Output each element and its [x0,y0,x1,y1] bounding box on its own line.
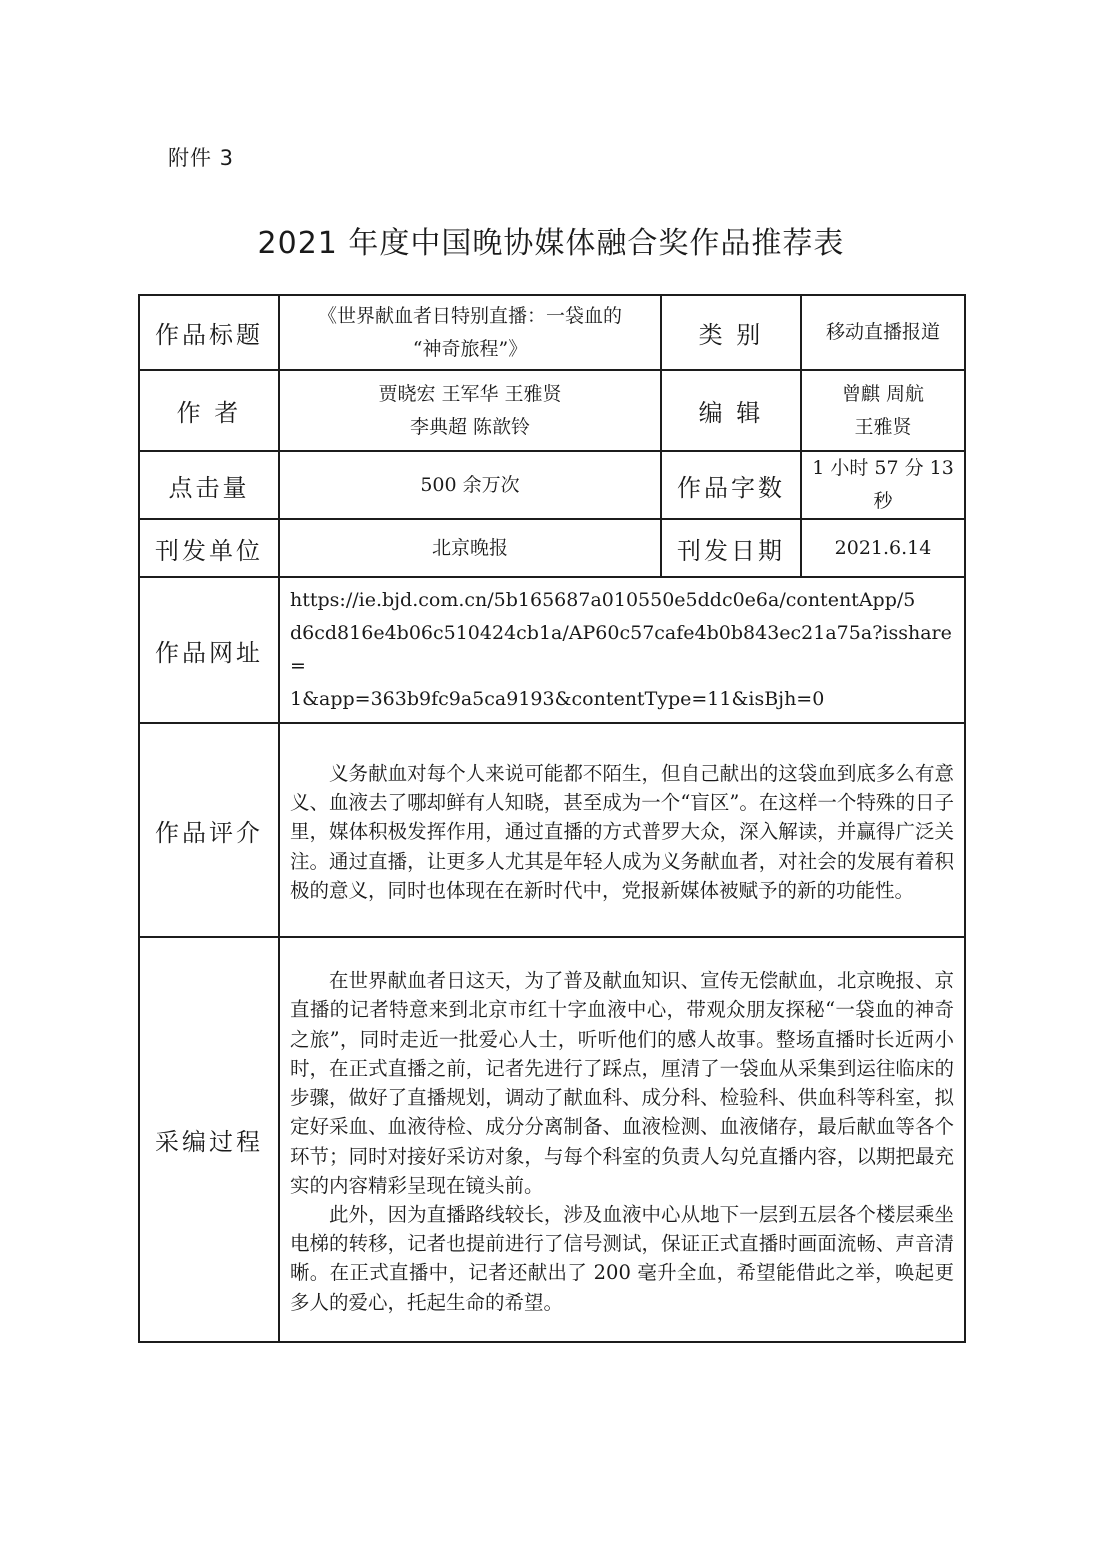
row-review [139,723,965,937]
value-url [279,577,965,723]
label-author: 作 者 [139,370,279,451]
url-line1: https://ie.bjd.com.cn/5b165687a010550e5ddc0e6a/contentApp/5 [290,589,916,611]
recommendation-form-table [138,294,966,1343]
url-line3: 1&app=363b9fc9a5ca9193&contentType=11&isBjh=0 [290,688,825,710]
row-publisher [139,519,965,577]
label-process: 采编过程 [139,937,279,1342]
label-clicks: 点击量 [139,451,279,519]
row-clicks [139,451,965,519]
value-review [279,723,965,937]
label-editor: 编 辑 [661,370,801,451]
value-work-title [279,295,661,370]
work-title-line1: 《世界献血者日特别直播：一袋血的 [317,304,622,327]
label-url: 作品网址 [139,577,279,723]
row-author [139,370,965,451]
label-publish-date: 刊发日期 [661,519,801,577]
value-clicks: 500 余万次 [279,451,661,519]
row-process [139,937,965,1342]
value-word-count [801,451,965,519]
word-count-line1: 1 小时 57 分 13 [812,457,954,479]
value-category: 移动直播报道 [801,295,965,370]
url-line2: d6cd816e4b06c510424cb1a/AP60c57cafe4b0b843ec21a75a?isshare= [290,622,952,677]
editor-line1: 曾麒 周航 [841,382,925,405]
label-category: 类 别 [661,295,801,370]
label-work-title: 作品标题 [139,295,279,370]
review-paragraph: 义务献血对每个人来说可能都不陌生，但自己献出的这袋血到底多么有意义、血液去了哪却鲜有人知晓，甚至成为一个“盲区”。在这样一个特殊的日子里，媒体积极发挥作用，通过直播的方式普罗大众，深入解读，并赢得广泛关注。通过直播，让更多人尤其是年轻人成为义务献血者，对社会的发展有着积极的意义，同时也体现在在新时代中，党报新媒体被赋予的新的功能性。 [290,761,954,902]
value-publisher: 北京晚报 [279,519,661,577]
value-publish-date: 2021.6.14 [801,519,965,577]
word-count-line2: 秒 [873,490,893,512]
value-process [279,937,965,1342]
document-title: 2021 年度中国晚协媒体融合奖作品推荐表 [257,226,845,261]
editor-line2: 王雅贤 [854,415,912,438]
label-word-count: 作品字数 [661,451,801,519]
label-publisher: 刊发单位 [139,519,279,577]
value-editor [801,370,965,451]
process-paragraph-2: 此外，因为直播路线较长，涉及血液中心从地下一层到五层各个楼层乘坐电梯的转移，记者也提前进行了信号测试，保证正式直播时画面流畅、声音清晰。在正式直播中，记者还献出了 200 毫升全血，希望能借此之举，唤起更多人的爱心，托起生命的希望。 [290,1202,954,1314]
attachment-label: 附件 3 [168,146,235,170]
process-paragraph-1: 在世界献血者日这天，为了普及献血知识、宣传无偿献血，北京晚报、京直播的记者特意来到北京市红十字血液中心，带观众朋友探秘“一袋血的神奇之旅”，同时走近一批爱心人士，听听他们的感人故事。整场直播时长近两小时，在正式直播之前，记者先进行了踩点，厘清了一袋血从采集到运往临床的步骤，做好了直播规划，调动了献血科、成分科、检验科、供血科等科室，拟定好采血、血液待检、成分分离制备、血液检测、血液储存，最后献血等各个环节；同时对接好采访对象，与每个科室的负责人勾兑直播内容，以期把最充实的内容精彩呈现在镜头前。 [290,969,954,1197]
author-line1: 贾晓宏 王军华 王雅贤 [378,382,562,405]
label-review: 作品评介 [139,723,279,937]
work-title-line2: “神奇旅程”》 [412,337,528,360]
row-url [139,577,965,723]
author-line2: 李典超 陈歆铃 [409,415,531,438]
value-author [279,370,661,451]
row-title [139,295,965,370]
